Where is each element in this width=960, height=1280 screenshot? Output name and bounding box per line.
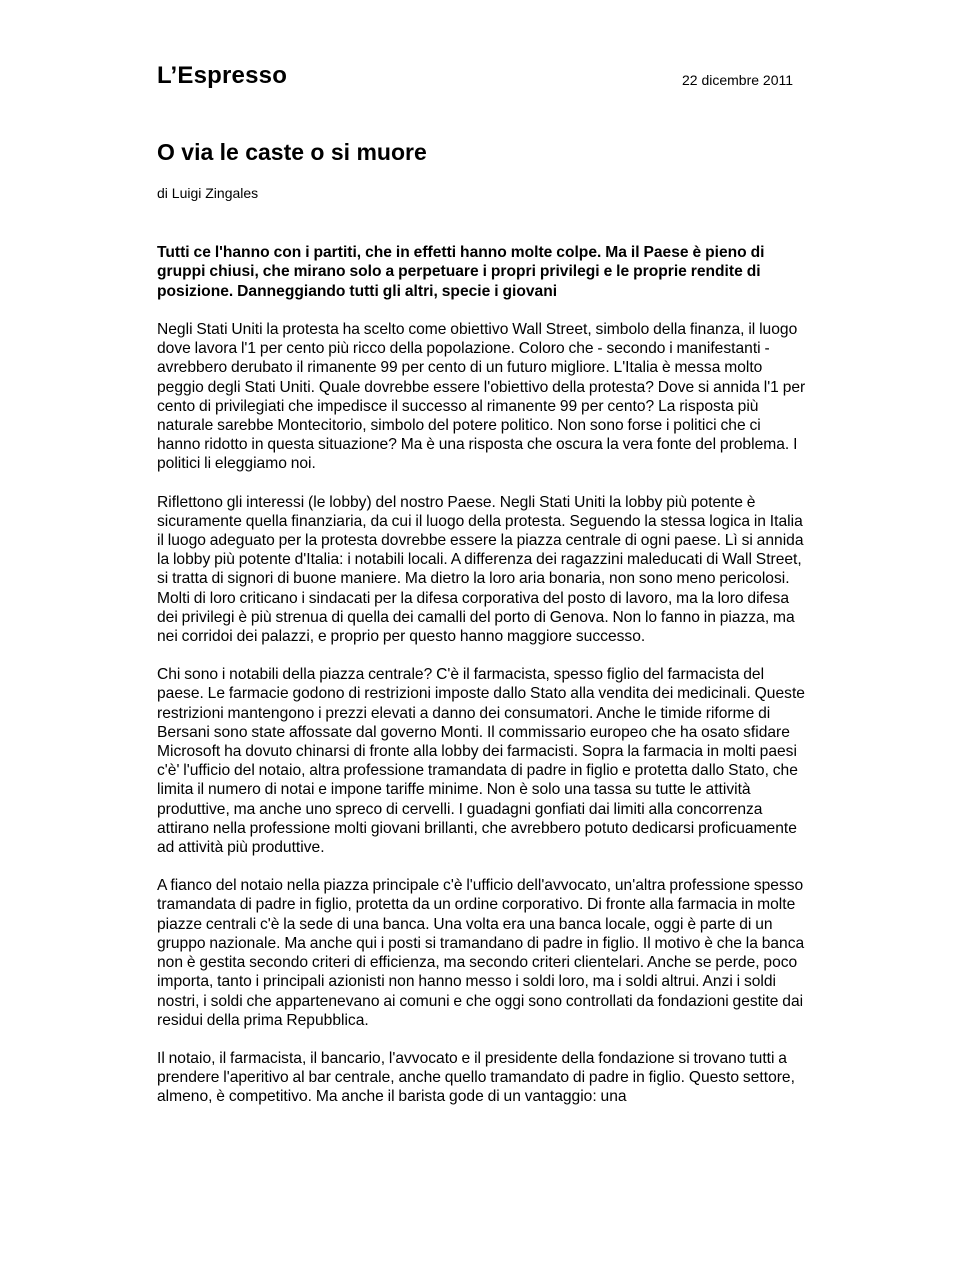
article-paragraph: Chi sono i notabili della piazza centrale? C'è il farmacista, spesso figlio del farmacista del paese. Le farmacie godono di restrizioni imposte dallo Stato alla vendita dei medicinali. Queste restrizioni mantengono i prezzi elevati a danno dei consumatori. Anche le timide riforme di Bersani sono state affossate dal governo Monti. Il commissario europeo che ha osato sfidare Microsoft ha dovuto chinarsi di fronte alla lobby dei farmacisti. Sopra la farmacia in molti paesi c'è' l'ufficio del notaio, altra professione tramandata di padre in figlio e protetta dallo Stato, che limita il numero di notai e impone tariffe minime. Non è solo una tassa su tutte le attività produttive, ma anche uno spreco di cervelli. I guadagni gonfiati dai limiti alla concorrenza attirano nella professione molti giovani brillanti, che avrebbero potuto dedicarsi proficuamente ad attività più produttive.	[157, 666, 805, 857]
article-title: O via le caste o si muore	[157, 139, 427, 165]
publication-date: 22 dicembre 2011	[682, 72, 794, 88]
article-byline: di Luigi Zingales	[157, 185, 259, 201]
article-body	[157, 320, 807, 1126]
article-paragraph: Negli Stati Uniti la protesta ha scelto come obiettivo Wall Street, simbolo della finanza, il luogo dove lavora l'1 per cento più ricco della popolazione. Coloro che - secondo i manifestanti - avrebbero derubato il rimanente 99 per cento di un futuro migliore. L'Italia è messa molto peggio degli Stati Uniti. Quale dovrebbe essere l'obiettivo della protesta? Dove si annida l'1 per cento di privilegiati che impedisce il successo al rimanente 99 per cento? La risposta più naturale sarebbe Montecitorio, simbolo del potere politico. Non sono forse i politici che ci hanno ridotto in questa situazione? Ma è una risposta che oscura la vera fonte del problema. I politici li eleggiamo noi.	[157, 321, 806, 473]
article-paragraph: Il notaio, il farmacista, il bancario, l'avvocato e il presidente della fondazione si trovano tutti a prendere l'aperitivo al bar centrale, anche quello tramandato di padre in figlio. Questo settore, almeno, è competitivo. Ma anche il barista gode di un vantaggio: una	[157, 1049, 795, 1106]
article-paragraph: Riflettono gli interessi (le lobby) del nostro Paese. Negli Stati Uniti la lobby più potente è sicuramente quella finanziaria, da cui il luogo della protesta. Seguendo la stessa logica in Italia il luogo adeguato per la protesta dovrebbe essere la piazza centrale di ogni paese. Lì si annida la lobby più potente d'Italia: i notabili locali. A differenza dei ragazzini maleducati di Wall Street, si tratta di signori di buone maniere. Ma dietro la loro aria bonaria, non sono meno pericolosi. Molti di loro criticano i sindacati per la difesa corporativa del posto di lavoro, ma la loro difesa dei privilegi è più strenua di quella dei camalli del porto di Genova. Non lo fanno in piazza, ma nei corridoi dei palazzi, e proprio per questo hanno maggiore successo.	[157, 493, 804, 646]
article-lead: Tutti ce l'hanno con i partiti, che in effetti hanno molte colpe. Ma il Paese è pieno di gruppi chiusi, che mirano solo a perpetuare i propri privilegi e le proprie rendite di posizione. Danneggiando tutti gli altri, specie i giovani	[157, 244, 765, 300]
article-paragraph: A fianco del notaio nella piazza principale c'è l'ufficio dell'avvocato, un'altra professione spesso tramandata di padre in figlio, protetta da un ordine corporativo. Di fronte alla farmacia in molte piazze centrali c'è la sede di una banca. Una volta era una banca locale, oggi è parte di un gruppo nazionale. Ma anche qui i posti si tramandano di padre in figlio. Il motivo è che la banca non è gestita secondo criteri di efficienza, ma secondo criteri clientelari. Anche se perde, poco importa, tanto i principali azionisti non hanno messo i soldi loro, ma i soldi altrui. Anzi i soldi nostri, i soldi che appartenevano ai comuni e che oggi sono controllati da fondazioni gestite dai residui della prima Repubblica.	[157, 877, 805, 1029]
publication-name: L’Espresso	[157, 62, 288, 89]
